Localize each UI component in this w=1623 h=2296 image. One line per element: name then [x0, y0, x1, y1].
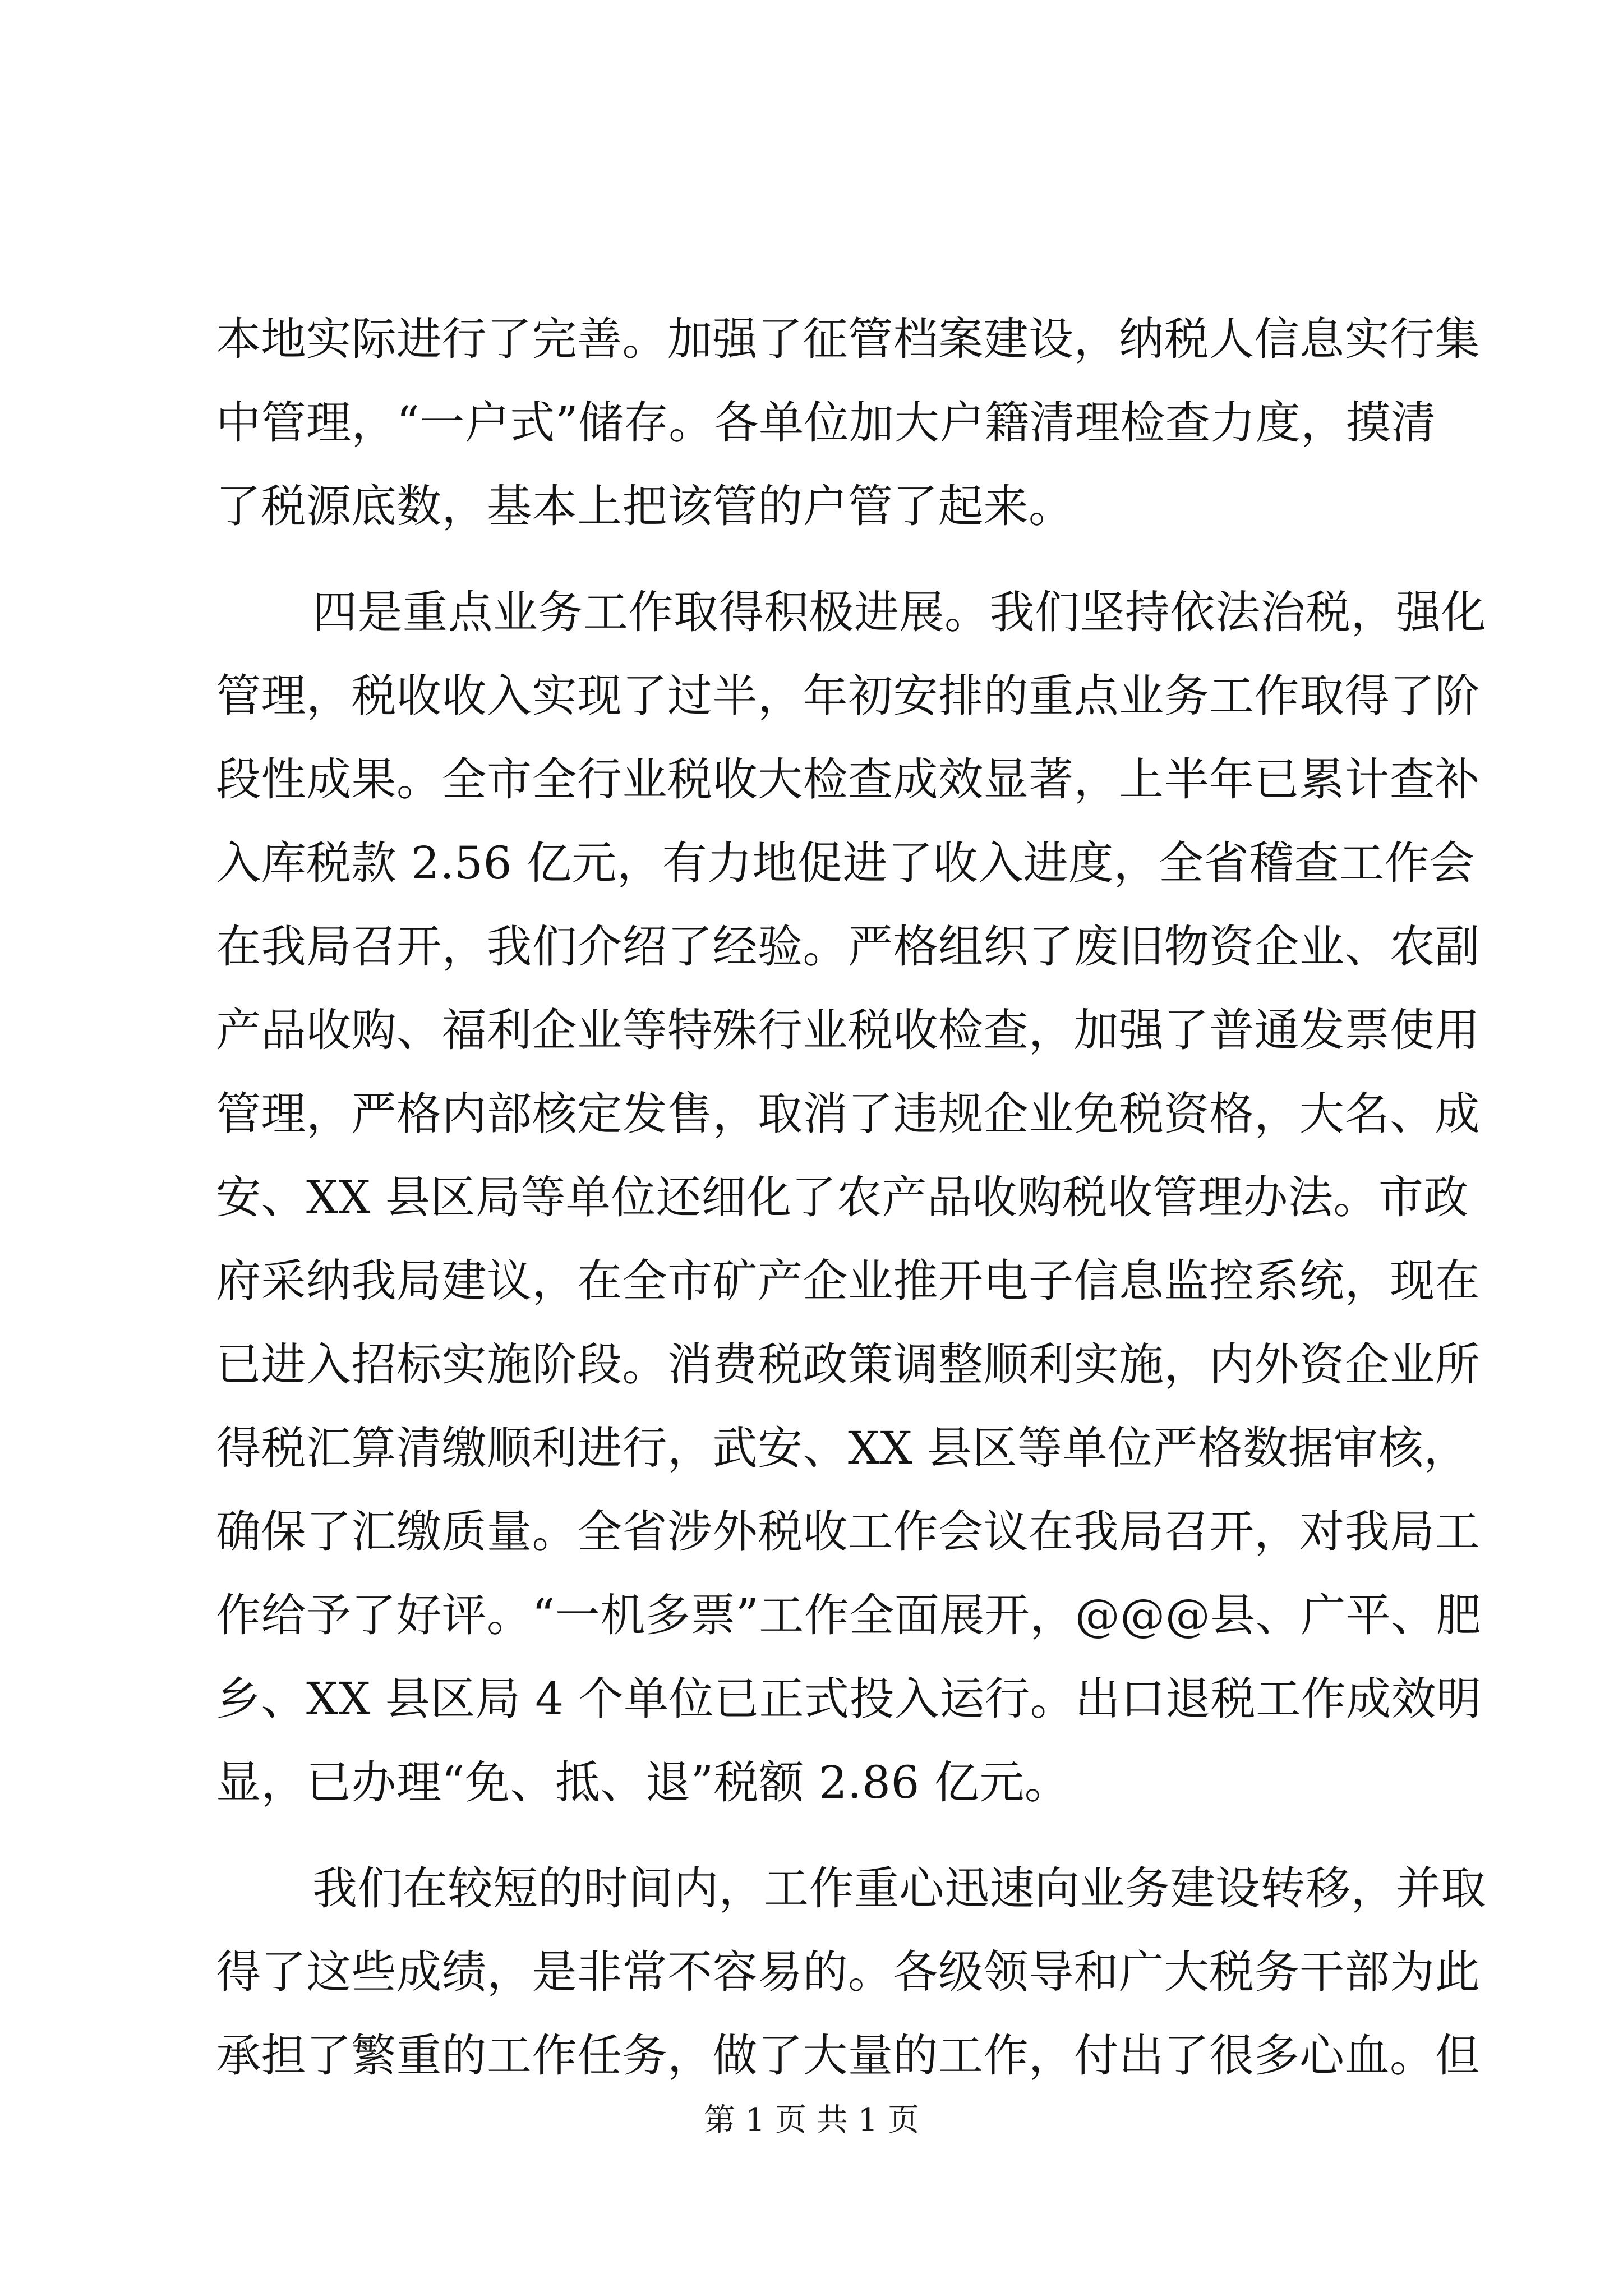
paragraph-2-line-12: 确保了汇缴质量。全省涉外税收工作会议在我局召开，对我局工	[216, 1506, 1480, 1558]
paragraph-gap	[216, 1824, 1422, 1847]
paragraph-2-line-10: 已进入招标实施阶段。消费税政策调整顺利实施，内外资企业所	[216, 1338, 1480, 1391]
paragraph-2-line-8: 安、XX 县区局等单位还细化了农产品收购税收管理办法。市政	[216, 1171, 1469, 1223]
paragraph-2-line-5: 在我局召开，我们介绍了经验。严格组织了废旧物资企业、农副	[216, 921, 1480, 973]
paragraph-1-line-3: 了税源底数，基本上把该管的户管了起来。	[216, 480, 1074, 532]
document-body	[216, 297, 1486, 2097]
paragraph-3-line-1: 我们在较短的时间内，工作重心迅速向业务建设转移，并取	[312, 1862, 1486, 1915]
paragraph-2-line-4: 入库税款 2.56 亿元，有力地促进了收入进度，全省稽查工作会	[216, 837, 1475, 889]
paragraph-2-line-11: 得税汇算清缴顺利进行，武安、XX 县区等单位严格数据审核，	[216, 1422, 1469, 1474]
paragraph-2-line-1: 四是重点业务工作取得积极进展。我们坚持依法治税，强化	[312, 586, 1486, 638]
page-number-label: 第 1 页 共 1 页	[703, 2102, 920, 2138]
paragraph-2-line-15: 显，已办理“免、抵、退”税额 2.86 亿元。	[216, 1756, 1070, 1809]
page-footer	[0, 2101, 1623, 2140]
paragraph-3-line-2: 得了这些成绩，是非常不容易的。各级领导和广大税务干部为此	[216, 1946, 1480, 1998]
paragraph-2-line-2: 管理，税收收入实现了过半，年初安排的重点业务工作取得了阶	[216, 670, 1480, 722]
paragraph-2-line-9: 府采纳我局建议，在全市矿产企业推开电子信息监控系统，现在	[216, 1255, 1480, 1307]
paragraph-gap	[216, 548, 1422, 570]
paragraph-2-line-3: 段性成果。全市全行业税收大检查成效显著，上半年已累计查补	[216, 753, 1480, 806]
paragraph-2-line-13: 作给予了好评。“一机多票”工作全面展开，@@@县、广平、肥	[216, 1589, 1482, 1641]
paragraph-2-line-6: 产品收购、福利企业等特殊行业税收检查，加强了普通发票使用	[216, 1004, 1480, 1056]
paragraph-1-line-1: 本地实际进行了完善。加强了征管档案建设，纳税人信息实行集	[216, 313, 1480, 365]
paragraph-1-line-2: 中管理，“一户式”储存。各单位加大户籍清理检查力度，摸清	[216, 397, 1436, 449]
paragraph-2-line-7: 管理，严格内部核定发售，取消了违规企业免税资格，大名、成	[216, 1088, 1480, 1140]
paragraph-2-line-14: 乡、XX 县区局 4 个单位已正式投入运行。出口退税工作成效明	[216, 1673, 1482, 1725]
paragraph-3-line-3: 承担了繁重的工作任务，做了大量的工作，付出了很多心血。但	[216, 2030, 1480, 2082]
